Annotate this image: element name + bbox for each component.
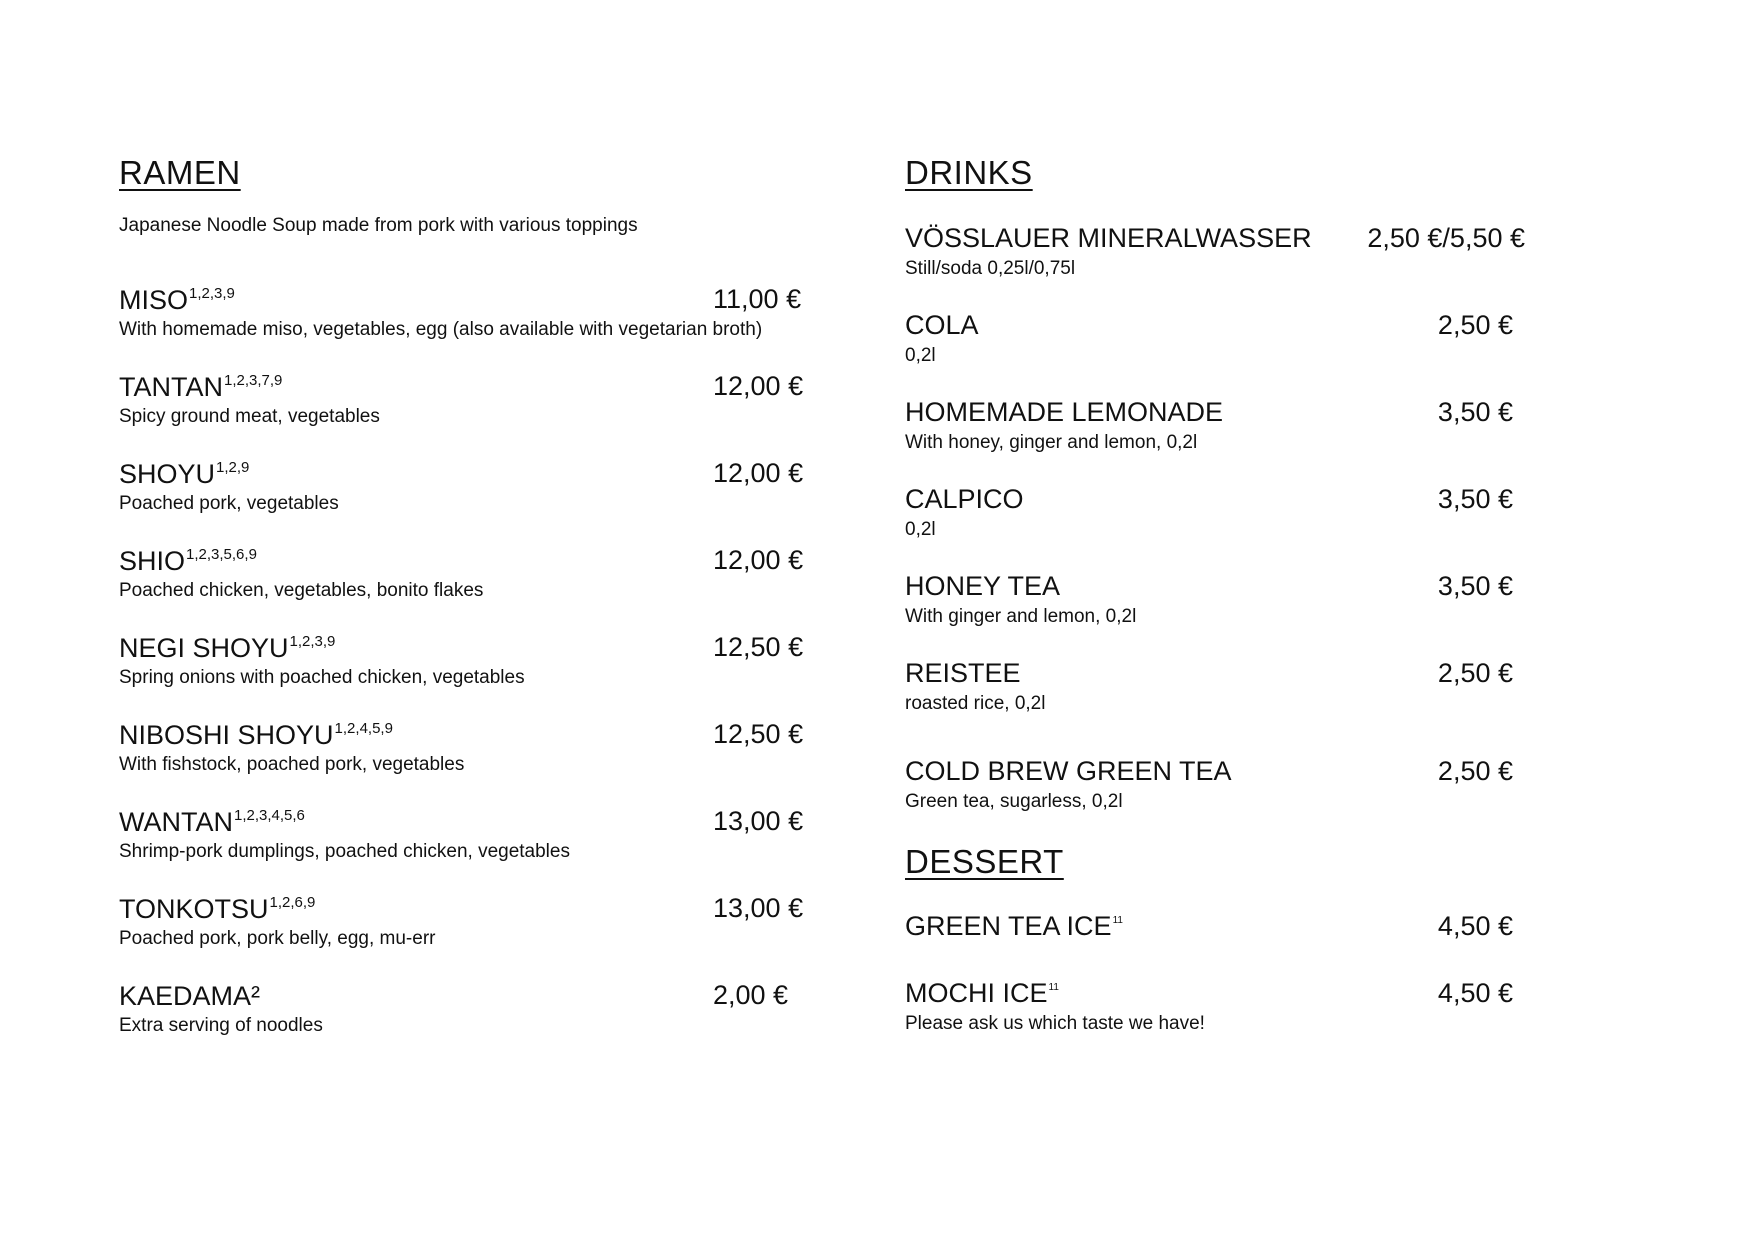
item-description: Extra serving of noodles [119, 1015, 323, 1036]
item-name: COLA [905, 310, 979, 340]
ramen-column [119, 0, 819, 1240]
allergen-codes: 1,2,3,4,5,6 [234, 807, 305, 824]
allergen-codes: 1,2,4,5,9 [334, 720, 393, 737]
item-price: 4,50 € [1437, 978, 1513, 1008]
item-description: roasted rice, 0,2l [905, 693, 1046, 714]
menu-item [119, 286, 819, 356]
menu-item [119, 373, 819, 443]
item-description: Spring onions with poached chicken, vegetables [119, 667, 525, 688]
menu-item [905, 980, 1605, 1050]
item-name: CALPICO [905, 484, 1024, 514]
item-name: COLD BREW GREEN TEA [905, 756, 1232, 786]
item-price: 11,00 € [713, 284, 802, 314]
item-name: SHOYU$^{1,2,9}$ [119, 459, 250, 489]
item-name: WANTAN$^{1,2,3,4,5,6}$ [119, 807, 305, 837]
item-name: SHIO$^{1,2,3,5,6,9}$ [119, 546, 257, 576]
item-description: Still/soda 0,25l/0,75l [905, 258, 1076, 279]
item-description: Green tea, sugarless, 0,2l [905, 791, 1123, 812]
item-description: With honey, ginger and lemon, 0,2l [905, 432, 1198, 453]
menu-item [905, 660, 1605, 730]
item-description: Spicy ground meat, vegetables [119, 406, 380, 427]
menu-item [119, 547, 819, 617]
menu-item [905, 758, 1605, 828]
item-description: With ginger and lemon, 0,2l [905, 606, 1137, 627]
allergen-codes: 1,2,9 [216, 459, 250, 476]
item-description: Poached pork, vegetables [119, 493, 339, 514]
item-price: 3,50 € [1437, 397, 1513, 427]
allergen-codes: 1,2,3,9 [189, 285, 235, 302]
item-price: 13,00 € [713, 806, 804, 836]
item-name: TANTAN$^{1,2,3,7,9}$ [119, 372, 283, 402]
item-price: 12,00 € [713, 545, 804, 575]
item-name: HONEY TEA [905, 571, 1061, 601]
item-price: 12,50 € [713, 719, 804, 749]
item-price: 2,50 €/5,50 € [1367, 223, 1525, 253]
ramen-intro: Japanese Noodle Soup made from pork with various toppings [119, 215, 638, 236]
menu-item [905, 486, 1605, 556]
menu-item [119, 460, 819, 530]
allergen-codes: 1,2,6,9 [269, 894, 316, 911]
item-price: 12,50 € [713, 632, 804, 662]
allergen-codes: 11 [1112, 915, 1123, 926]
item-description: Shrimp-pork dumplings, poached chicken, vegetables [119, 841, 570, 862]
item-name: NEGI SHOYU$^{1,2,3,9}$ [119, 633, 336, 663]
allergen-codes: 1,2,3,7,9 [224, 372, 283, 389]
item-price: 2,50 € [1437, 756, 1513, 786]
drinks-title: DRINKS [905, 154, 1033, 191]
menu-item [119, 634, 819, 704]
item-price: 12,00 € [713, 371, 804, 401]
item-description: With fishstock, poached pork, vegetables [119, 754, 465, 775]
menu-item [905, 573, 1605, 643]
menu-item [119, 808, 819, 878]
item-price: 3,50 € [1437, 571, 1513, 601]
item-price: 4,50 € [1437, 911, 1513, 941]
menu-item [905, 225, 1605, 295]
item-price: 12,00 € [713, 458, 804, 488]
item-price: 13,00 € [713, 893, 804, 923]
item-description: Poached pork, pork belly, egg, mu-err [119, 928, 436, 949]
item-name: MISO$^{1,2,3,9}$ [119, 285, 235, 315]
dessert-title: DESSERT [905, 843, 1064, 880]
ramen-title: RAMEN [119, 154, 241, 191]
drinks-dessert-column [905, 0, 1605, 1240]
item-name: TONKOTSU$^{1,2,6,9}$ [119, 894, 316, 924]
item-description: With homemade miso, vegetables, egg (also available with vegetarian broth) [119, 319, 763, 340]
item-price: 3,50 € [1437, 484, 1513, 514]
allergen-codes: 1,2,3,5,6,9 [186, 546, 257, 563]
item-name: KAEDAMA² [119, 981, 261, 1011]
menu-item [905, 913, 1605, 983]
item-description: 0,2l [905, 519, 936, 540]
menu-item [119, 982, 819, 1052]
item-name: GREEN TEA ICE$^{11}$ [905, 911, 1123, 941]
allergen-codes: 11 [1048, 982, 1059, 993]
item-description: 0,2l [905, 345, 936, 366]
menu-item [905, 399, 1605, 469]
item-name: VÖSSLAUER MINERALWASSER [905, 223, 1312, 253]
item-name: HOMEMADE LEMONADE [905, 397, 1224, 427]
menu-item [119, 721, 819, 791]
item-price: 2,50 € [1437, 658, 1513, 688]
allergen-codes: 1,2,3,9 [289, 633, 336, 650]
item-name: REISTEE [905, 658, 1021, 688]
item-description: Please ask us which taste we have! [905, 1013, 1205, 1034]
item-name: MOCHI ICE$^{11}$ [905, 978, 1059, 1008]
item-description: Poached chicken, vegetables, bonito flakes [119, 580, 484, 601]
item-price: 2,50 € [1437, 310, 1513, 340]
menu-item [119, 895, 819, 965]
item-price: 2,00 € [713, 980, 789, 1010]
item-name: NIBOSHI SHOYU$^{1,2,4,5,9}$ [119, 720, 393, 750]
menu-item [905, 312, 1605, 382]
